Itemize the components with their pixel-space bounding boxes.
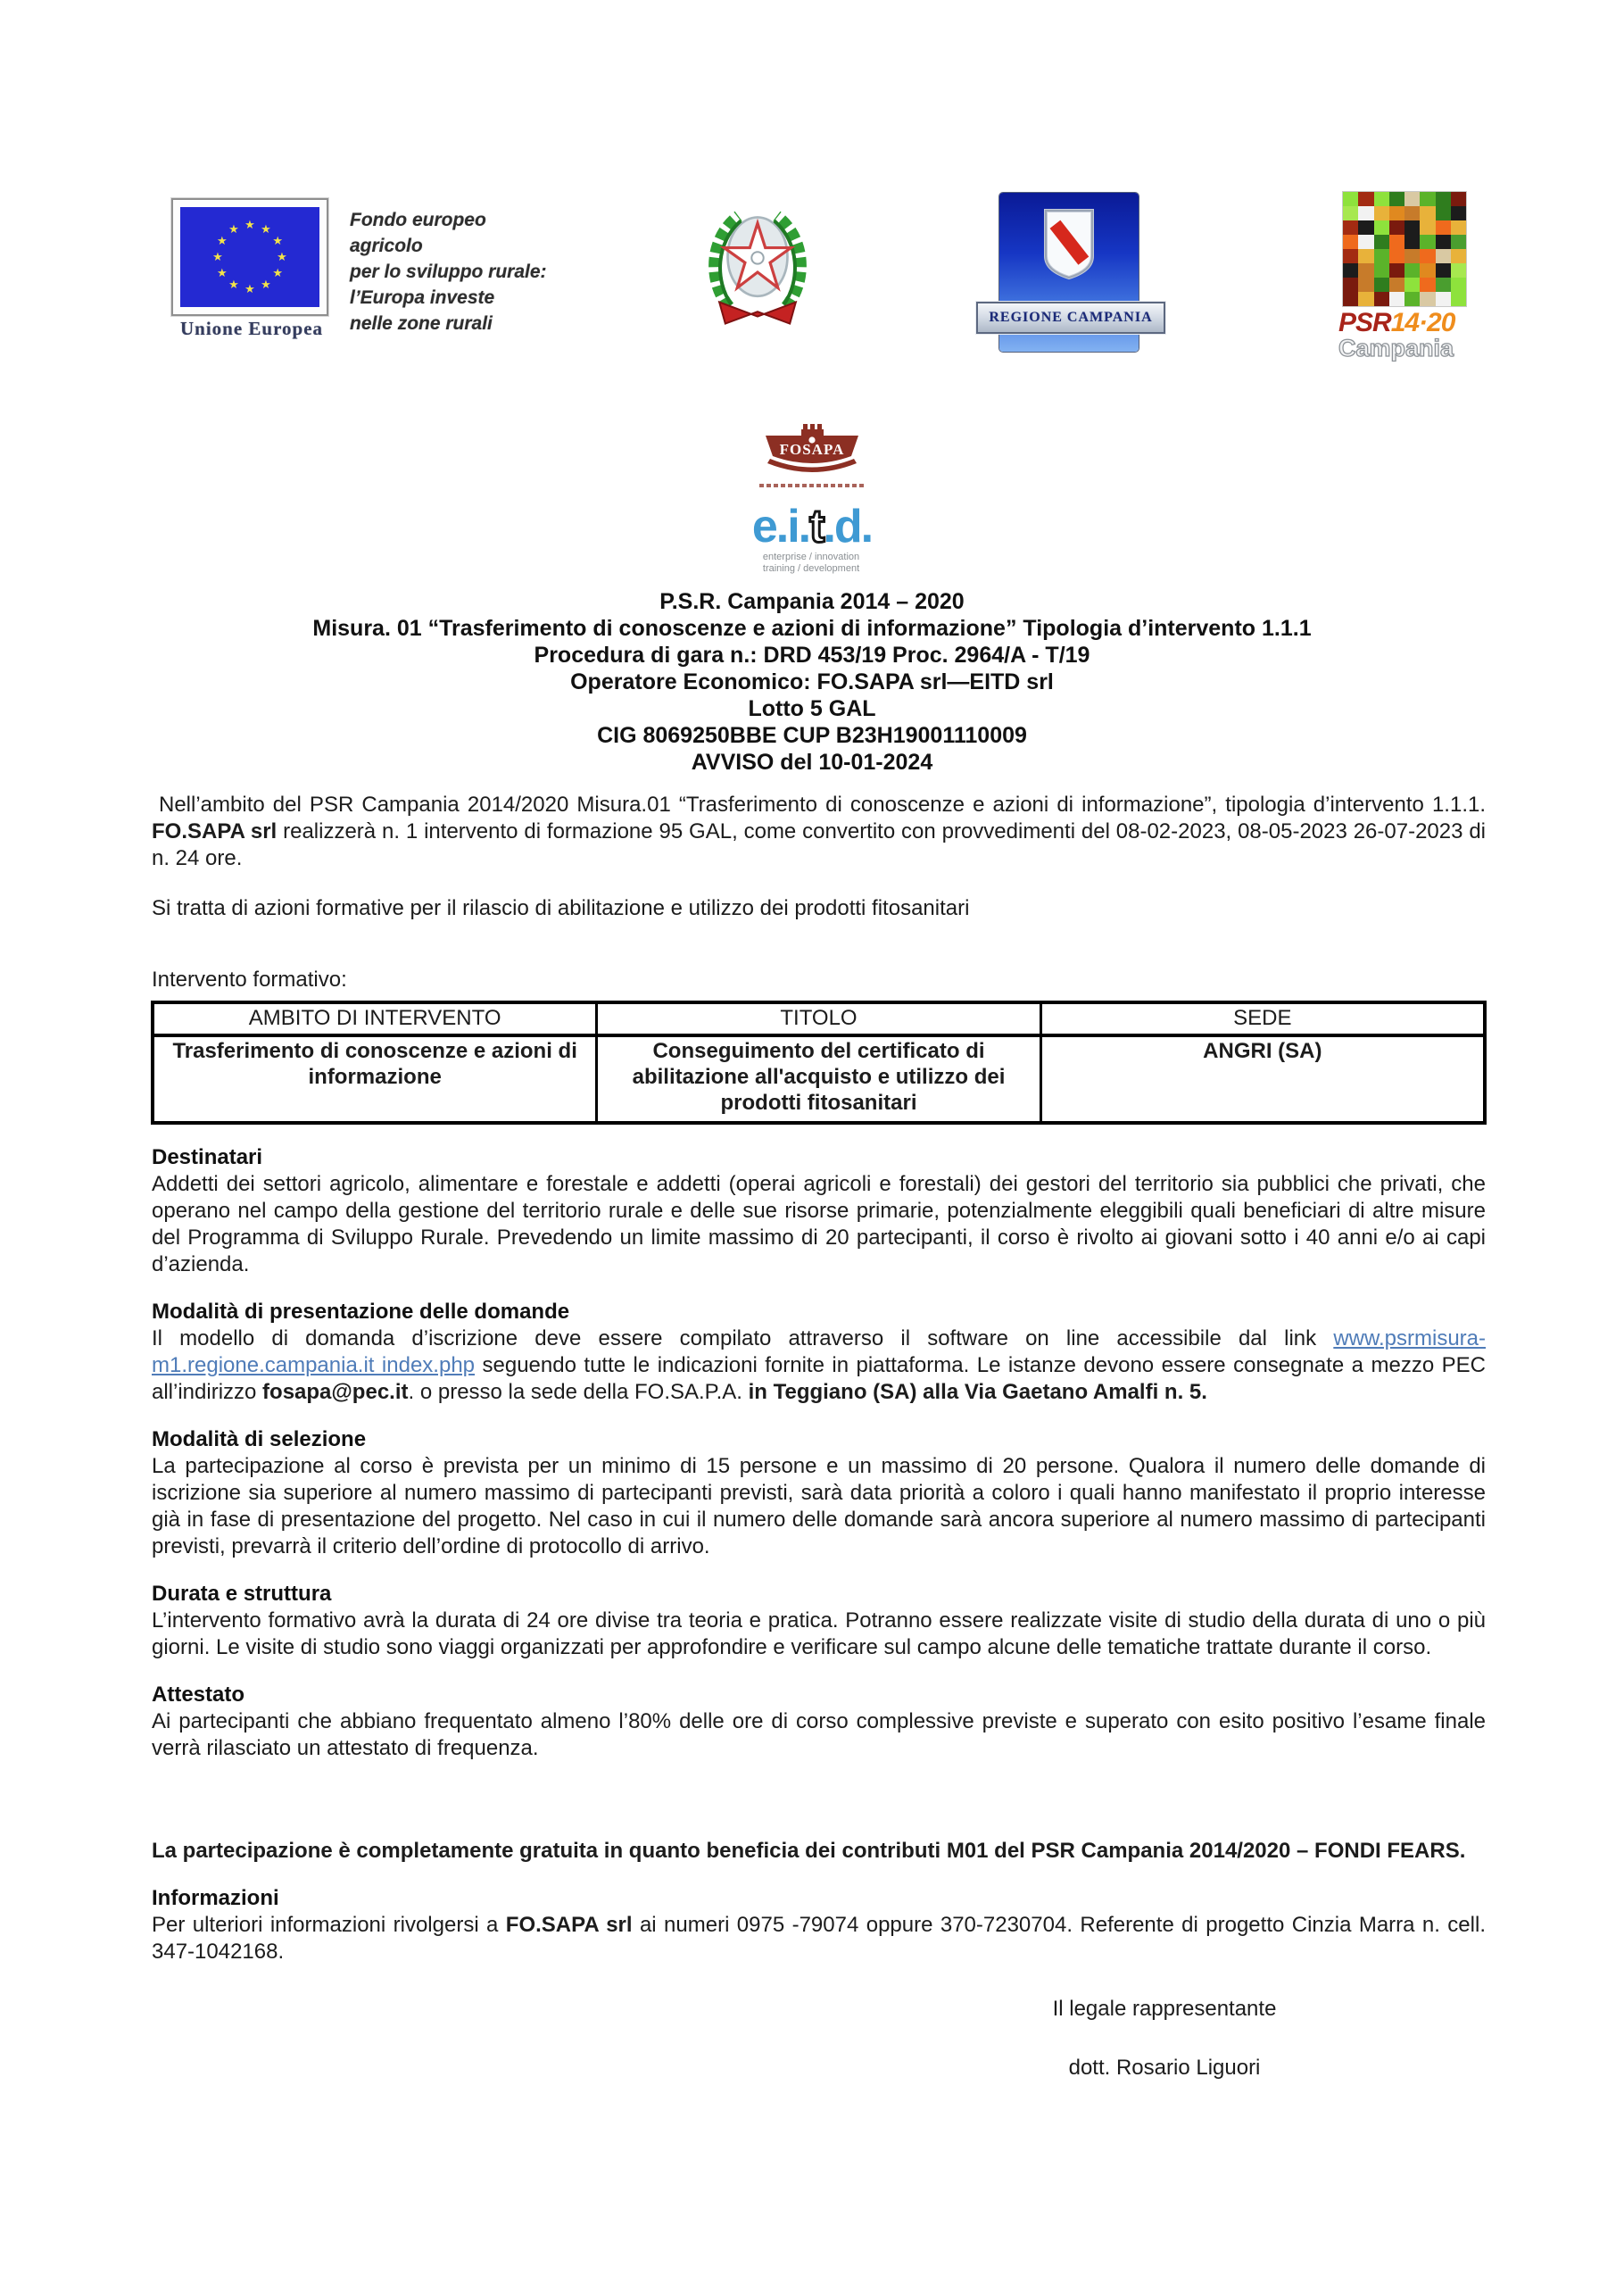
eu-text-line: nelle zone rurali: [350, 313, 493, 334]
heading-attestato: Attestato: [152, 1683, 245, 1707]
psr-mosaic-tile: [1343, 249, 1358, 263]
psr-mosaic: [1342, 191, 1467, 307]
psr-mosaic-tile: [1358, 249, 1373, 263]
psr-mosaic-tile: [1436, 292, 1451, 306]
eitd-logo: [752, 503, 872, 575]
psr-mosaic-tile: [1420, 249, 1435, 263]
italy-emblem-icon: [698, 202, 817, 336]
psr-mosaic-tile: [1389, 192, 1404, 206]
heading-durata: Durata e struttura: [152, 1582, 332, 1606]
psr-mosaic-tile: [1374, 192, 1389, 206]
psr-mosaic-tile: [1343, 235, 1358, 249]
presentazione-text-b: seguendo tutte le indicazioni fornite in piattaforma. Le istanze devono essere consegnate a mezzo PEC all’indirizzo: [152, 1353, 1486, 1404]
eitd-part-blue2: .d.: [823, 501, 873, 553]
intro-paragraph: [152, 792, 1486, 872]
logo-row: [0, 0, 1624, 406]
eitd-part-blue: e.i.: [751, 501, 810, 553]
fosapa-castle-icon: [758, 424, 866, 476]
psr-mosaic-tile: [1389, 220, 1404, 235]
pec-address-bold: fosapa@pec.it: [262, 1380, 409, 1404]
psr-mosaic-tile: [1404, 263, 1420, 278]
title-line-lotto: Lotto 5 GAL: [748, 696, 876, 721]
psr-mosaic-tile: [1451, 235, 1466, 249]
psr-mosaic-tile: [1389, 206, 1404, 220]
psr-mosaic-tile: [1343, 220, 1358, 235]
psr-mosaic-tile: [1436, 235, 1451, 249]
table-cell-titolo: Conseguimento del certificato di abilitazione all'acquisto e utilizzo dei prodotti fitosanitari: [597, 1035, 1040, 1123]
eu-text-line: Fondo europeo agricolo: [350, 210, 486, 256]
informazioni-text-c: ai numeri 0975 -79074 oppure 370-7230704. Referente di progetto Cinzia Marra n. cell. 347-1042168.: [152, 1913, 1486, 1964]
document-body: [0, 792, 1624, 2081]
title-block: [0, 588, 1624, 776]
psr-mosaic-tile: [1343, 292, 1358, 306]
psr-mosaic-tile: [1374, 263, 1389, 278]
sede-address-bold: in Teggiano (SA) alla Via Gaetano Amalfi n. 5.: [748, 1380, 1207, 1404]
selezione-paragraph: La partecipazione al corso è prevista per un minimo di 15 persone e un massimo di 20 persone. Qualora il numero delle domande di iscrizione sia superiore al numero massimo di partecipanti previsti, sarà data priorità a coloro i quali hanno manifestato il proprio interesse già in fase di presentazione del progetto. Nel caso in cui il numero delle domande sarà ancora superiore al numero massimo di partecipanti previsti, prevarrà il criterio dell’ordine di protocollo di arrivo.: [152, 1454, 1486, 1558]
psr-mosaic-tile: [1374, 206, 1389, 220]
intervento-label: Intervento formativo:: [152, 968, 347, 992]
eu-flag-icon: ★ ★ ★ ★ ★ ★ ★ ★ ★ ★ ★ ★: [180, 207, 319, 307]
eitd-tagline-line2: training / development: [762, 563, 860, 574]
campania-banner: REGIONE CAMPANIA: [976, 302, 1165, 334]
psr-mosaic-tile: [1404, 292, 1420, 306]
informazioni-operator-bold: FO.SAPA srl: [505, 1913, 633, 1937]
psr-mosaic-tile: [1358, 263, 1373, 278]
fosapa-logo: [758, 424, 866, 487]
eitd-tagline-line1: enterprise / innovation: [762, 552, 860, 562]
eu-text-line: per lo sviluppo rurale:: [350, 262, 547, 282]
psr-mosaic-tile: [1451, 278, 1466, 292]
psr-mosaic-tile: [1343, 263, 1358, 278]
psr-mosaic-tile: [1451, 263, 1466, 278]
intro-text: Nell’ambito del PSR Campania 2014/2020 Misura.01 “Trasferimento di conoscenze e azioni di informazione”, tipologia d’intervento 1.1.1.: [159, 793, 1486, 817]
psr-mosaic-tile: [1358, 192, 1373, 206]
eu-feasr-text: [350, 207, 555, 337]
psr-mosaic-tile: [1451, 206, 1466, 220]
psr-mosaic-tile: [1451, 192, 1466, 206]
psr-mosaic-tile: [1420, 292, 1435, 306]
eitd-part-outline: t: [809, 501, 824, 553]
eu-caption: Unione Europea: [179, 318, 324, 339]
psr-mosaic-tile: [1436, 278, 1451, 292]
table-header-ambito: AMBITO DI INTERVENTO: [153, 1003, 597, 1036]
psr-wordmark: [1338, 310, 1472, 337]
heading-destinatari: Destinatari: [152, 1145, 263, 1169]
psr-mosaic-tile: [1420, 263, 1435, 278]
psr-mosaic-tile: [1358, 220, 1373, 235]
psr-mosaic-tile: [1389, 278, 1404, 292]
psr-mosaic-tile: [1374, 220, 1389, 235]
psr-mosaic-tile: [1374, 278, 1389, 292]
psr-mosaic-tile: [1374, 235, 1389, 249]
psr-mosaic-tile: [1404, 192, 1420, 206]
table-header-titolo: TITOLO: [597, 1003, 1040, 1036]
fitosanitari-paragraph: Si tratta di azioni formative per il rilascio di abilitazione e utilizzo dei prodotti fitosanitari: [152, 896, 970, 920]
psr-1420-logo: [1338, 191, 1472, 360]
intervento-table: [152, 1001, 1486, 1124]
table-row: [153, 1035, 1485, 1123]
title-line-psr: P.S.R. Campania 2014 – 2020: [659, 589, 965, 614]
heading-informazioni: Informazioni: [152, 1886, 279, 1910]
psr-mosaic-tile: [1404, 235, 1420, 249]
psr-mosaic-tile: [1436, 206, 1451, 220]
psr-mosaic-tile: [1404, 249, 1420, 263]
eitd-tagline: [752, 552, 872, 575]
signature-name: dott. Rosario Liguori: [1068, 2056, 1261, 2080]
title-line-cig-cup: CIG 8069250BBE CUP B23H19001110009: [597, 723, 1027, 748]
psr-mosaic-tile: [1374, 292, 1389, 306]
organisation-logos: [0, 406, 1624, 576]
psr-mosaic-tile: [1420, 220, 1435, 235]
psr-mosaic-tile: [1389, 292, 1404, 306]
psr-mosaic-tile: [1420, 235, 1435, 249]
gratuita-paragraph: La partecipazione è completamente gratuita in quanto beneficia dei contributi M01 del PSR Campania 2014/2020 – FONDI FEARS.: [152, 1839, 1466, 1863]
title-line-avviso: AVVISO del 10-01-2024: [691, 750, 933, 775]
heading-presentazione: Modalità di presentazione delle domande: [152, 1300, 570, 1324]
psr-mosaic-tile: [1404, 220, 1420, 235]
regione-campania-logo: [989, 193, 1153, 352]
psr-mosaic-tile: [1389, 263, 1404, 278]
signature-role: Il legale rappresentante: [1052, 1997, 1277, 2021]
psr-mosaic-tile: [1374, 249, 1389, 263]
psr-years: 14·20: [1390, 308, 1455, 337]
psr-mosaic-tile: [1343, 192, 1358, 206]
destinatari-paragraph: Addetti dei settori agricolo, alimentare e forestale e addetti (operai agricoli e forestali) dei gestori del territorio sia pubblici che privati, che operano nel campo della gestione del territorio rurale e delle sue risorse primarie, potenzialmente eleggibili quali beneficiari di altre misure del Programma di Sviluppo Rurale. Prevedendo un limite massimo di 20 partecipanti, il corso è rivolto ai giovani sotto i 40 anni e/o ai capi d’azienda.: [152, 1172, 1486, 1276]
psr-mosaic-tile: [1389, 249, 1404, 263]
presentazione-text: Il modello di domanda d’iscrizione deve essere compilato attraverso il software on line accessibile dal link: [152, 1326, 1334, 1350]
psr-mosaic-tile: [1436, 220, 1451, 235]
informazioni-paragraph: [152, 1912, 1486, 1965]
psr-acronym: PSR: [1338, 308, 1391, 337]
fosapa-wordmark: FOSAPA: [779, 441, 845, 458]
psr-mosaic-tile: [1404, 206, 1420, 220]
psr-mosaic-tile: [1404, 278, 1420, 292]
informazioni-text: Per ulteriori informazioni rivolgersi a: [152, 1913, 506, 1937]
campania-shield-icon: [1040, 207, 1098, 282]
eu-flag-frame: [171, 198, 328, 316]
presentazione-paragraph: [152, 1325, 1486, 1406]
psr-mosaic-tile: [1420, 206, 1435, 220]
title-line-misura: Misura. 01 “Trasferimento di conoscenze e azioni di informazione” Tipologia d’intervento 1.1.1: [312, 616, 1312, 641]
title-line-procedura: Procedura di gara n.: DRD 453/19 Proc. 2964/A - T/19: [534, 643, 1090, 668]
platform-link[interactable]: www.psrmisura-m1.regione.campania.it index.php: [152, 1326, 1486, 1377]
eu-text-line: l’Europa investe: [350, 287, 495, 308]
psr-mosaic-tile: [1420, 278, 1435, 292]
attestato-paragraph: Ai partecipanti che abbiano frequentato almeno l’80% delle ore di corso complessive previste e superato con esito positivo l’esame finale verrà rilasciato un attestato di frequenza.: [152, 1709, 1486, 1760]
psr-mosaic-tile: [1451, 292, 1466, 306]
psr-mosaic-tile: [1343, 206, 1358, 220]
presentazione-text-c: . o presso la sede della FO.SA.P.A.: [408, 1380, 749, 1404]
table-header-sede: SEDE: [1040, 1003, 1484, 1036]
intro-text-cont: realizzerà n. 1 intervento di formazione 95 GAL, come convertito con provvedimenti del 08-02-2023, 08-05-2023 26-07-2023 di n. 24 ore.: [152, 819, 1487, 870]
signature-block: [977, 1996, 1352, 2081]
psr-mosaic-tile: [1358, 206, 1373, 220]
durata-paragraph: L’intervento formativo avrà la durata di 24 ore divise tra teoria e pratica. Potranno essere realizzate visite di studio della durata di uno o più giorni. Le visite di studio sono viaggi organizzati per approfondire e verificare sul campo alcune delle tematiche trattate durante il corso.: [152, 1608, 1486, 1659]
table-cell-sede: ANGRI (SA): [1040, 1035, 1484, 1123]
intro-operator-bold: FO.SAPA srl: [152, 819, 278, 843]
psr-mosaic-tile: [1436, 192, 1451, 206]
psr-region-label: Campania: [1338, 335, 1454, 361]
eitd-wordmark: [751, 501, 873, 553]
psr-mosaic-tile: [1436, 263, 1451, 278]
table-header-row: [153, 1003, 1485, 1036]
psr-mosaic-tile: [1451, 249, 1466, 263]
psr-mosaic-tile: [1358, 292, 1373, 306]
psr-mosaic-tile: [1451, 220, 1466, 235]
psr-mosaic-tile: [1420, 192, 1435, 206]
fosapa-tagline-decoration: [759, 484, 865, 487]
psr-mosaic-tile: [1358, 235, 1373, 249]
table-cell-ambito: Trasferimento di conoscenze e azioni di informazione: [153, 1035, 597, 1123]
heading-selezione: Modalità di selezione: [152, 1427, 367, 1451]
psr-mosaic-tile: [1343, 278, 1358, 292]
psr-mosaic-tile: [1436, 249, 1451, 263]
psr-mosaic-tile: [1389, 235, 1404, 249]
title-line-operatore: Operatore Economico: FO.SAPA srl—EITD srl: [570, 669, 1054, 694]
psr-mosaic-tile: [1358, 278, 1373, 292]
